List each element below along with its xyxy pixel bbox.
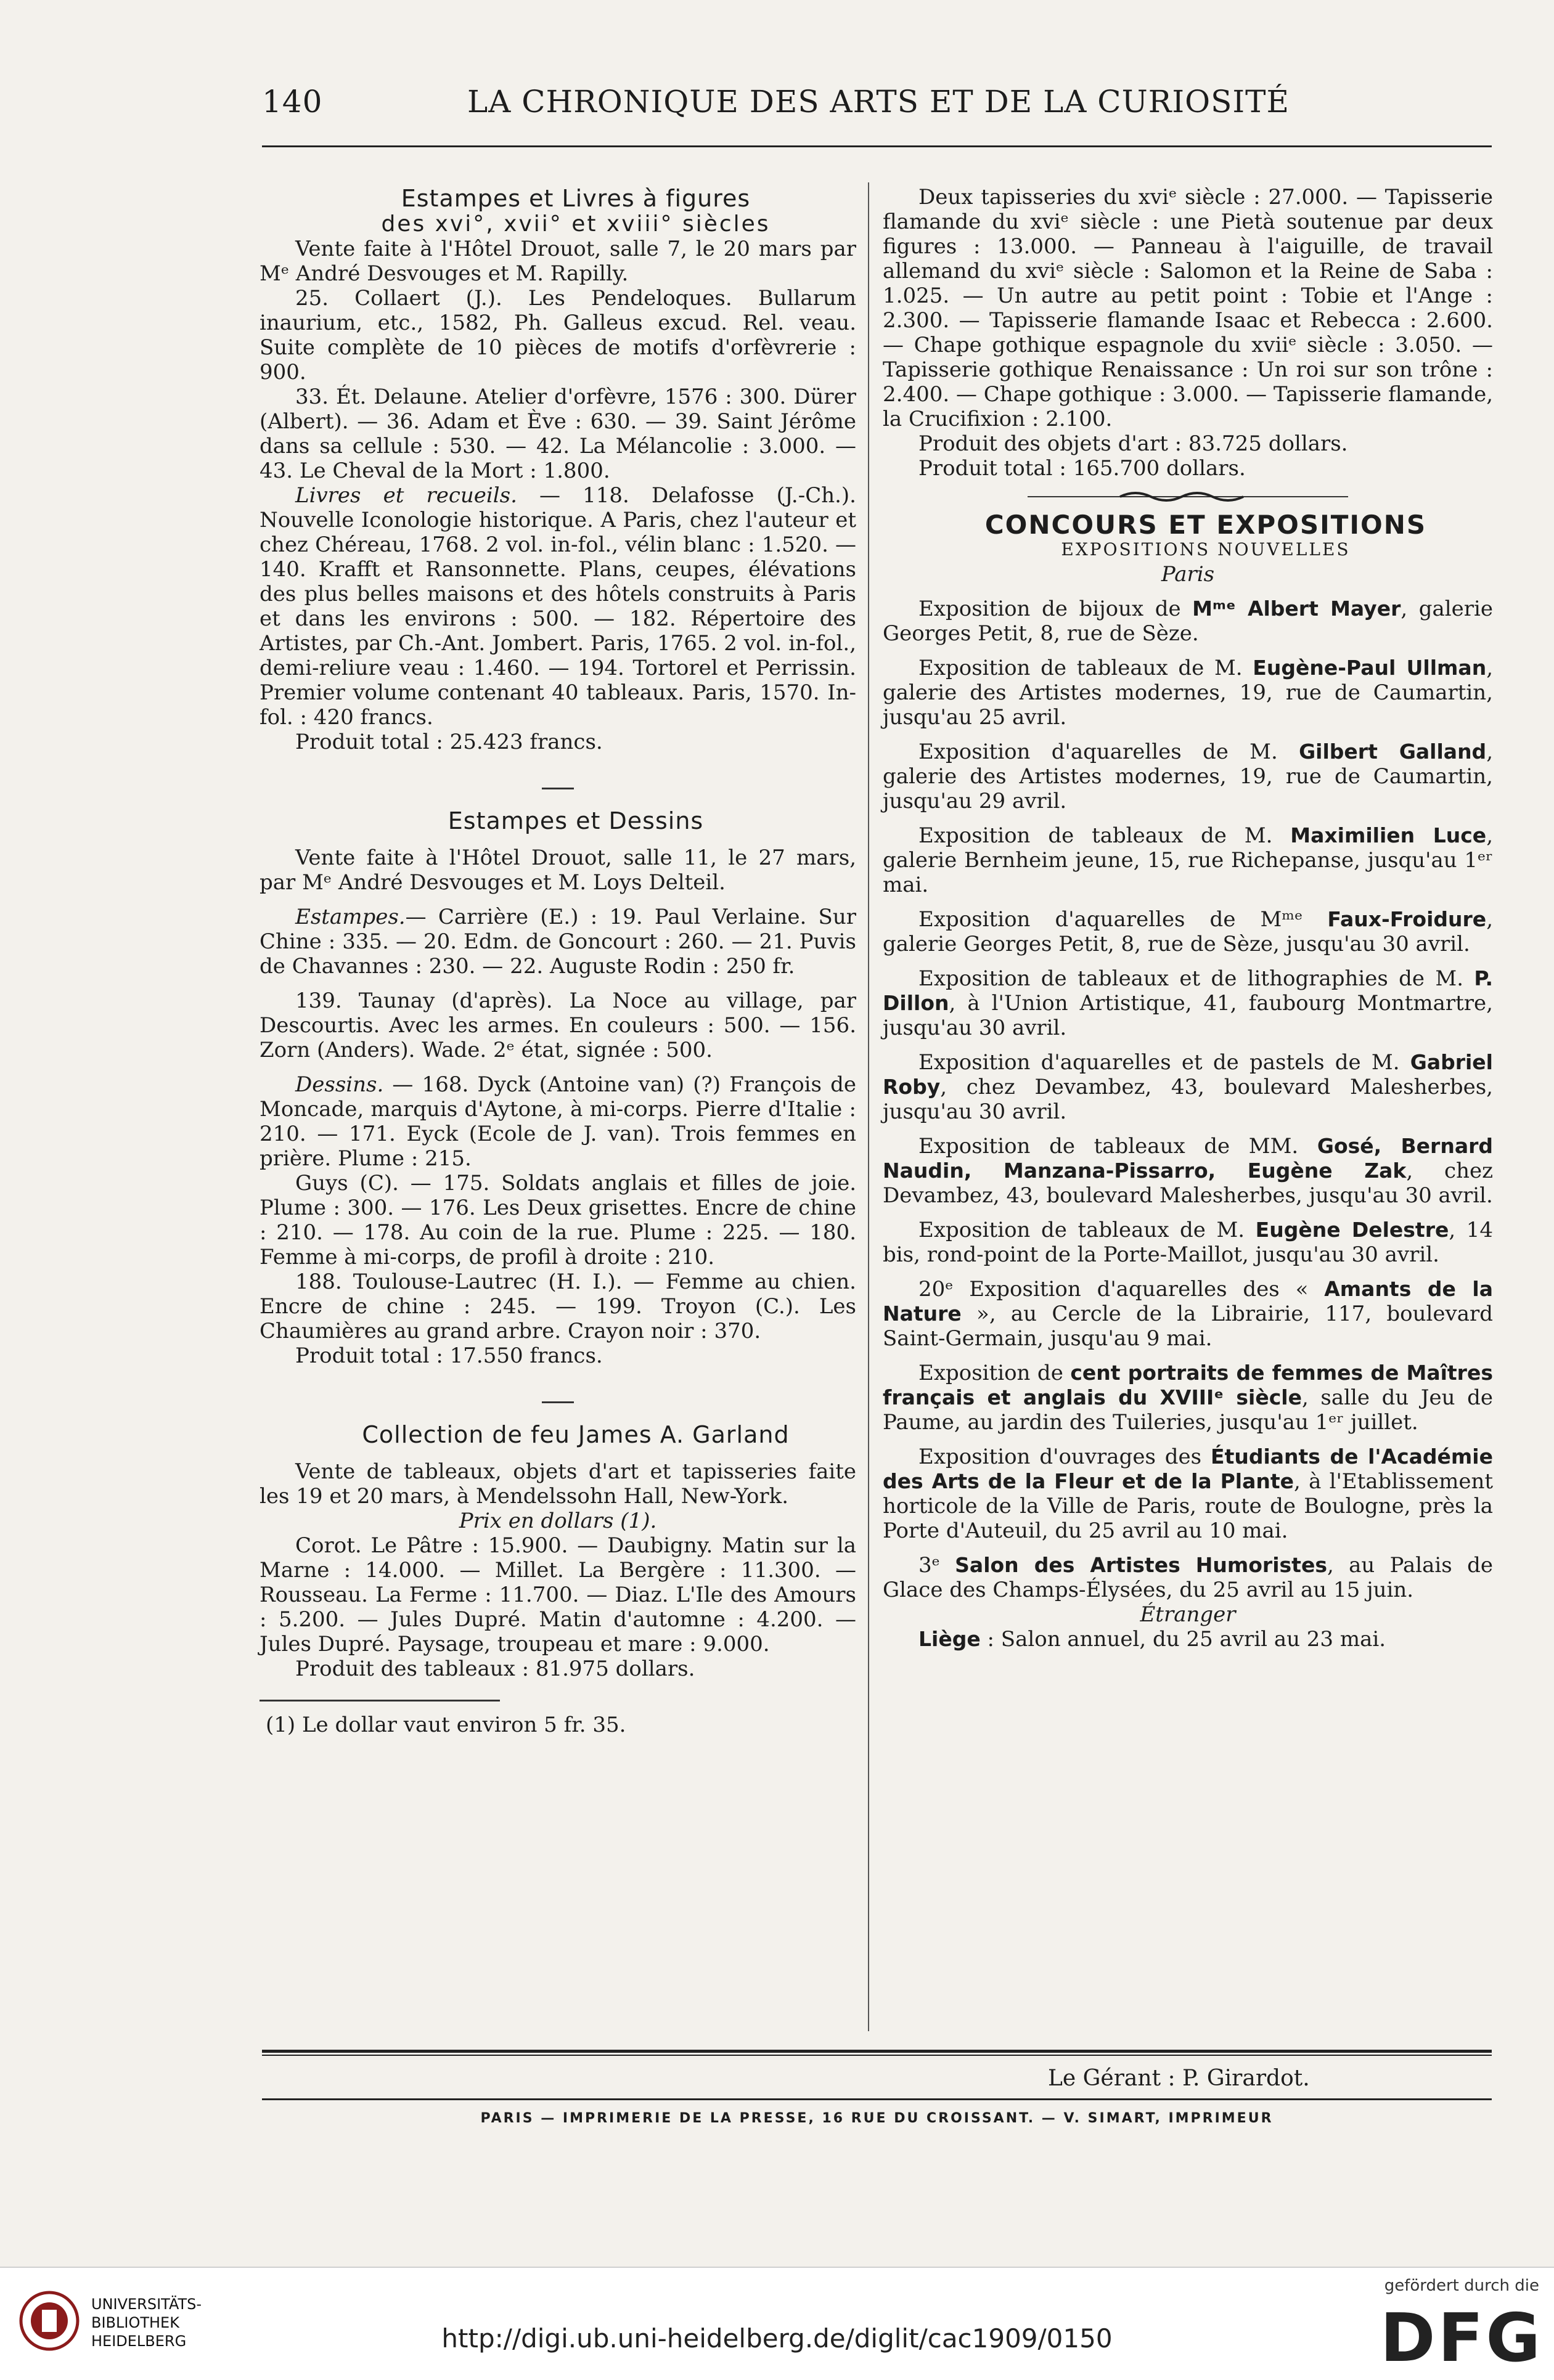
- exhibition-prefix: Exposition d'ouvrages des: [918, 1445, 1211, 1469]
- section-title: Estampes et Livres à figures: [401, 185, 751, 212]
- lot-paragraph: 25. Collaert (J.). Les Pendeloques. Bullarum inaurium, etc., 1582, Ph. Galleus excud. Rel. veau. Suite complète de 10 pièces de motifs d'orfèvrerie : 900.: [260, 286, 856, 385]
- footer-rule-bottom: [262, 2055, 1492, 2056]
- funding-note: gefördert durch die: [1384, 2276, 1539, 2295]
- permalink-url[interactable]: http://digi.ub.uni-heidelberg.de/diglit/cac1909/0150: [441, 2323, 1113, 2354]
- exhibition-prefix: Exposition d'aquarelles et de pastels de M.: [918, 1050, 1410, 1075]
- header-rule: [262, 145, 1492, 147]
- exhibitor-name: Eugène Delestre: [1255, 1218, 1449, 1242]
- exhibition-prefix: Exposition d'aquarelles de Mᵐᵉ: [918, 907, 1328, 932]
- exhibition-details: , à l'Etablissement horticole de la Ville de Paris, route de Boulogne, près la Porte d'Auteuil, du 25 avril au 10 mai.: [883, 1469, 1494, 1543]
- lot-text: — 168. Dyck (Antoine van) (?) François de Moncade, marquis d'Aytone, à mi-corps. Pierre d'Italie : 210. — 171. Eyck (Ecole de J. van). Trois femmes en prière. Plume : 215.: [260, 1072, 856, 1171]
- exhibitor-name: P. Dillon: [883, 966, 1493, 1015]
- library-name: UNIVERSITÄTS- BIBLIOTHEK HEIDELBERG: [91, 2296, 202, 2350]
- exhibition-item: [883, 1627, 1493, 1652]
- section-subtitle: des xvi°, xvii° et xviii° siècles: [381, 211, 771, 237]
- exhibition-details: , salle du Jeu de Paume, au jardin des Tuileries, jusqu'au 1ᵉʳ juillet.: [883, 1385, 1493, 1435]
- exhibition-prefix: Exposition de tableaux de M.: [918, 656, 1253, 680]
- lot-lead: Estampes.: [295, 905, 406, 929]
- running-header: [262, 84, 1495, 139]
- exhibitor-name: Gilbert Galland: [1299, 740, 1487, 764]
- exhibition-details: », au Cercle de la Librairie, 117, boulevard Saint-Germain, jusqu'au 9 mai.: [883, 1302, 1493, 1351]
- exhibitor-name: Gabriel Roby: [883, 1050, 1493, 1099]
- gerant-signature: Le Gérant : P. Girardot.: [1048, 2066, 1310, 2091]
- lot-paragraph: [260, 1072, 856, 1171]
- lot-paragraph: 139. Taunay (d'après). La Noce au village, par Descourtis. Avec les armes. En couleurs : 500. — 156. Zorn (Anders). Wade. 2ᵉ état, signée : 500.: [260, 988, 856, 1062]
- lot-paragraph: Guys (C). — 175. Soldats anglais et filles de joie. Plume : 300. — 176. Les Deux grisettes. Encre de chine : 210. — 178. Au coin de la rue. Plume : 225. — 180. Femme à mi-corps, de profil à droite : 210.: [260, 1171, 856, 1269]
- lot-paragraph: [260, 905, 856, 979]
- column-divider: [868, 182, 869, 2031]
- exhibition-item: [883, 1553, 1493, 1602]
- exhibition-item: [883, 1361, 1493, 1435]
- imprint-rule: [262, 2098, 1492, 2100]
- exhibitor-name: Gosé, Bernard Naudin, Manzana-Pissarro, Eugène Zak: [883, 1134, 1493, 1183]
- section-separator: [260, 1384, 856, 1409]
- sale-subtotal: Produit des objets d'art : 83.725 dollars.: [918, 431, 1348, 456]
- exhibition-item: [883, 907, 1493, 956]
- sale-total: Produit total : 165.700 dollars.: [918, 456, 1246, 481]
- journal-title: LA CHRONIQUE DES ARTS ET DE LA CURIOSITÉ: [467, 84, 1290, 120]
- exhibitor-name: Maximilien Luce: [1290, 823, 1487, 847]
- left-column: [260, 185, 856, 1737]
- sale-intro: Vente faite à l'Hôtel Drouot, salle 7, le 20 mars par Mᵉ André Desvouges et M. Rapilly.: [260, 237, 856, 286]
- sale-intro: Vente de tableaux, objets d'art et tapisseries faite les 19 et 20 mars, à Mendelssohn Hall, New-York.: [260, 1459, 856, 1509]
- exhibition-prefix: Exposition de tableaux et de lithographies de M.: [918, 966, 1474, 991]
- ornament-divider: [1028, 488, 1348, 503]
- exhibition-item: [883, 1218, 1493, 1267]
- city-heading: Paris: [1161, 562, 1215, 587]
- exhibition-details: , galerie Bernheim jeune, 15, rue Richepanse, jusqu'au 1ᵉʳ mai.: [883, 823, 1493, 897]
- sale-total: Produit des tableaux : 81.975 dollars.: [295, 1657, 695, 1681]
- sale-total: Produit total : 17.550 francs.: [295, 1343, 603, 1368]
- lot-text: — Carrière (E.) : 19. Paul Verlaine. Sur Chine : 335. — 20. Edm. de Goncourt : 260. — 21. Puvis de Chavannes : 230. — 22. Auguste Rodin : 250 fr.: [260, 905, 856, 979]
- exhibition-prefix: 20ᵉ Exposition d'aquarelles des «: [918, 1277, 1325, 1302]
- exhibition-details: , chez Devambez, 43, boulevard Malesherbes, jusqu'au 30 avril.: [883, 1159, 1493, 1208]
- exhibition-list: [883, 597, 1493, 1602]
- sale-intro: Vente faite à l'Hôtel Drouot, salle 11, le 27 mars, par Mᵉ André Desvouges et M. Loys Delteil.: [260, 846, 856, 895]
- exhibition-prefix: Exposition de tableaux de MM.: [918, 1134, 1317, 1159]
- exhibition-item: [883, 597, 1493, 646]
- right-column: [883, 185, 1493, 1652]
- lot-paragraph: Deux tapisseries du xviᵉ siècle : 27.000. — Tapisserie flamande du xviᵉ siècle : une Pietà soutenue par deux figures : 13.000. — Panneau à l'aiguille, de travail allemand du xviᵉ siècle : Salomon et la Reine de Saba : 1.025. — Un autre au petit point : Tobie et l'Ange : 2.300. — Tapisserie flamande Isaac et Rebecca : 2.600. — Chape gothique espagnole du xviiᵉ siècle : 3.050. — Tapisserie gothique Renaissance : Un roi sur son trône : 2.400. — Chape gothique : 3.000. — Tapisserie flamande, la Crucifixion : 2.100.: [883, 185, 1493, 431]
- page-number: 140: [262, 84, 323, 120]
- exhibition-item: [883, 966, 1493, 1040]
- exhibition-details: , chez Devambez, 43, boulevard Malesherbes, jusqu'au 30 avril.: [883, 1075, 1493, 1124]
- lot-paragraph: 188. Toulouse-Lautrec (H. I.). — Femme au chien. Encre de chine : 245. — 199. Troyon (C.). Les Chaumières au grand arbre. Crayon noir : 370.: [260, 1269, 856, 1343]
- lot-paragraph: Corot. Le Pâtre : 15.900. — Daubigny. Matin sur la Marne : 14.000. — Millet. La Bergère : 11.300. — Rousseau. La Ferme : 11.700. — Diaz. L'Ile des Amours : 5.200. — Jules Dupré. Matin d'automne : 4.200. — Jules Dupré. Paysage, troupeau et mare : 9.000.: [260, 1533, 856, 1657]
- exhibition-city: Liège: [918, 1627, 981, 1651]
- lot-paragraph: 33. Ét. Delaune. Atelier d'orfèvre, 1576 : 300. Dürer (Albert). — 36. Adam et Ève : 630. — 39. Saint Jérôme dans sa cellule : 530. — 42. La Mélancolie : 3.000. — 43. Le Cheval de la Mort : 1.800.: [260, 385, 856, 483]
- exhibition-item: [883, 1445, 1493, 1543]
- footer-rule-top: [262, 2050, 1492, 2053]
- concours-heading: CONCOURS ET EXPOSITIONS: [984, 510, 1427, 540]
- digitization-footer: [0, 2267, 1554, 2380]
- printer-imprint: PARIS — IMPRIMERIE DE LA PRESSE, 16 RUE DU CROISSANT. — V. SIMART, IMPRIMEUR: [480, 2111, 1274, 2126]
- exhibition-item: [883, 740, 1493, 813]
- city-heading: Étranger: [1140, 1602, 1236, 1627]
- exhibition-details: , galerie des Artistes modernes, 19, rue de Caumartin, jusqu'au 29 avril.: [883, 740, 1493, 813]
- section-title: Estampes et Dessins: [448, 807, 704, 834]
- dfg-logo: DFG: [1380, 2300, 1543, 2377]
- exhibitor-name: cent portraits de femmes de Maîtres français et anglais du XVIIIᵉ siècle: [883, 1361, 1493, 1409]
- exhibition-details: , à l'Union Artistique, 41, faubourg Montmartre, jusqu'au 30 avril.: [883, 991, 1493, 1040]
- exhibition-item: [883, 823, 1493, 897]
- exhibition-details: , galerie Georges Petit, 8, rue de Sèze.: [883, 597, 1493, 646]
- exhibitor-name: Mᵐᵉ Albert Mayer: [1192, 597, 1401, 621]
- exhibition-prefix: Exposition de tableaux de M.: [918, 1218, 1256, 1242]
- exhibition-details: , galerie Georges Petit, 8, rue de Sèze, jusqu'au 30 avril.: [883, 907, 1493, 956]
- section-separator: [260, 770, 856, 795]
- exhibition-details: , 14 bis, rond-point de la Porte-Maillot, jusqu'au 30 avril.: [883, 1218, 1494, 1267]
- exhibitor-name: Amants de la Nature: [883, 1277, 1493, 1326]
- exhibitor-name: Étudiants de l'Académie des Arts de la Fleur et de la Plante: [883, 1445, 1493, 1493]
- exhibitor-name: Faux-Froidure: [1327, 907, 1487, 931]
- exhibition-details: , galerie des Artistes modernes, 19, rue de Caumartin, jusqu'au 25 avril.: [883, 656, 1494, 730]
- exhibition-prefix: Exposition d'aquarelles de M.: [918, 740, 1299, 764]
- price-note: Prix en dollars (1).: [459, 1509, 657, 1533]
- footnote-rule: [260, 1700, 500, 1701]
- exhibitor-name: Eugène-Paul Ullman: [1253, 656, 1487, 680]
- lot-text: — 118. Delafosse (J.-Ch.). Nouvelle Iconologie historique. A Paris, chez l'auteur et chez Chéreau, 1768. 2 vol. in-fol., vélin blanc : 1.520. — 140. Krafft et Ransonnette. Plans, ceupes, élévations des plus belles maisons et des hôtels construits à Paris et dans les environs : 500. — 182. Répertoire des Artistes, par Ch.-Ant. Jombert. Paris, 1765. 2 vol. in-fol., demi-reliure veau : 1.460. — 194. Tortorel et Perrissin. Premier volume contenant 40 tableaux. Paris, 1570. In-fol. : 420 francs.: [260, 483, 856, 730]
- footnote: (1) Le dollar vaut environ 5 fr. 35.: [266, 1713, 626, 1737]
- lot-paragraph: [260, 483, 856, 730]
- exhibitor-name: Salon des Artistes Humoristes: [955, 1553, 1327, 1577]
- section-title: Collection de feu James A. Garland: [362, 1421, 790, 1448]
- exhibition-item: [883, 1134, 1493, 1208]
- exhibition-prefix: 3ᵉ: [918, 1553, 955, 1578]
- exhibition-item: [883, 1050, 1493, 1124]
- lot-lead: Dessins.: [295, 1072, 384, 1097]
- exhibition-prefix: Exposition de: [918, 1361, 1071, 1385]
- expositions-subheading: EXPOSITIONS NOUVELLES: [1061, 539, 1351, 560]
- lot-lead: Livres et recueils.: [295, 483, 517, 508]
- exhibition-prefix: Exposition de tableaux de M.: [918, 823, 1291, 848]
- exhibition-item: [883, 1277, 1493, 1351]
- exhibition-item: [883, 656, 1493, 730]
- exhibition-details: : Salon annuel, du 25 avril au 23 mai.: [980, 1627, 1386, 1652]
- sale-total: Produit total : 25.423 francs.: [295, 730, 603, 754]
- exhibition-prefix: Exposition de bijoux de: [918, 597, 1193, 621]
- exhibition-details: , au Palais de Glace des Champs-Élysées, du 25 avril au 15 juin.: [883, 1553, 1493, 1602]
